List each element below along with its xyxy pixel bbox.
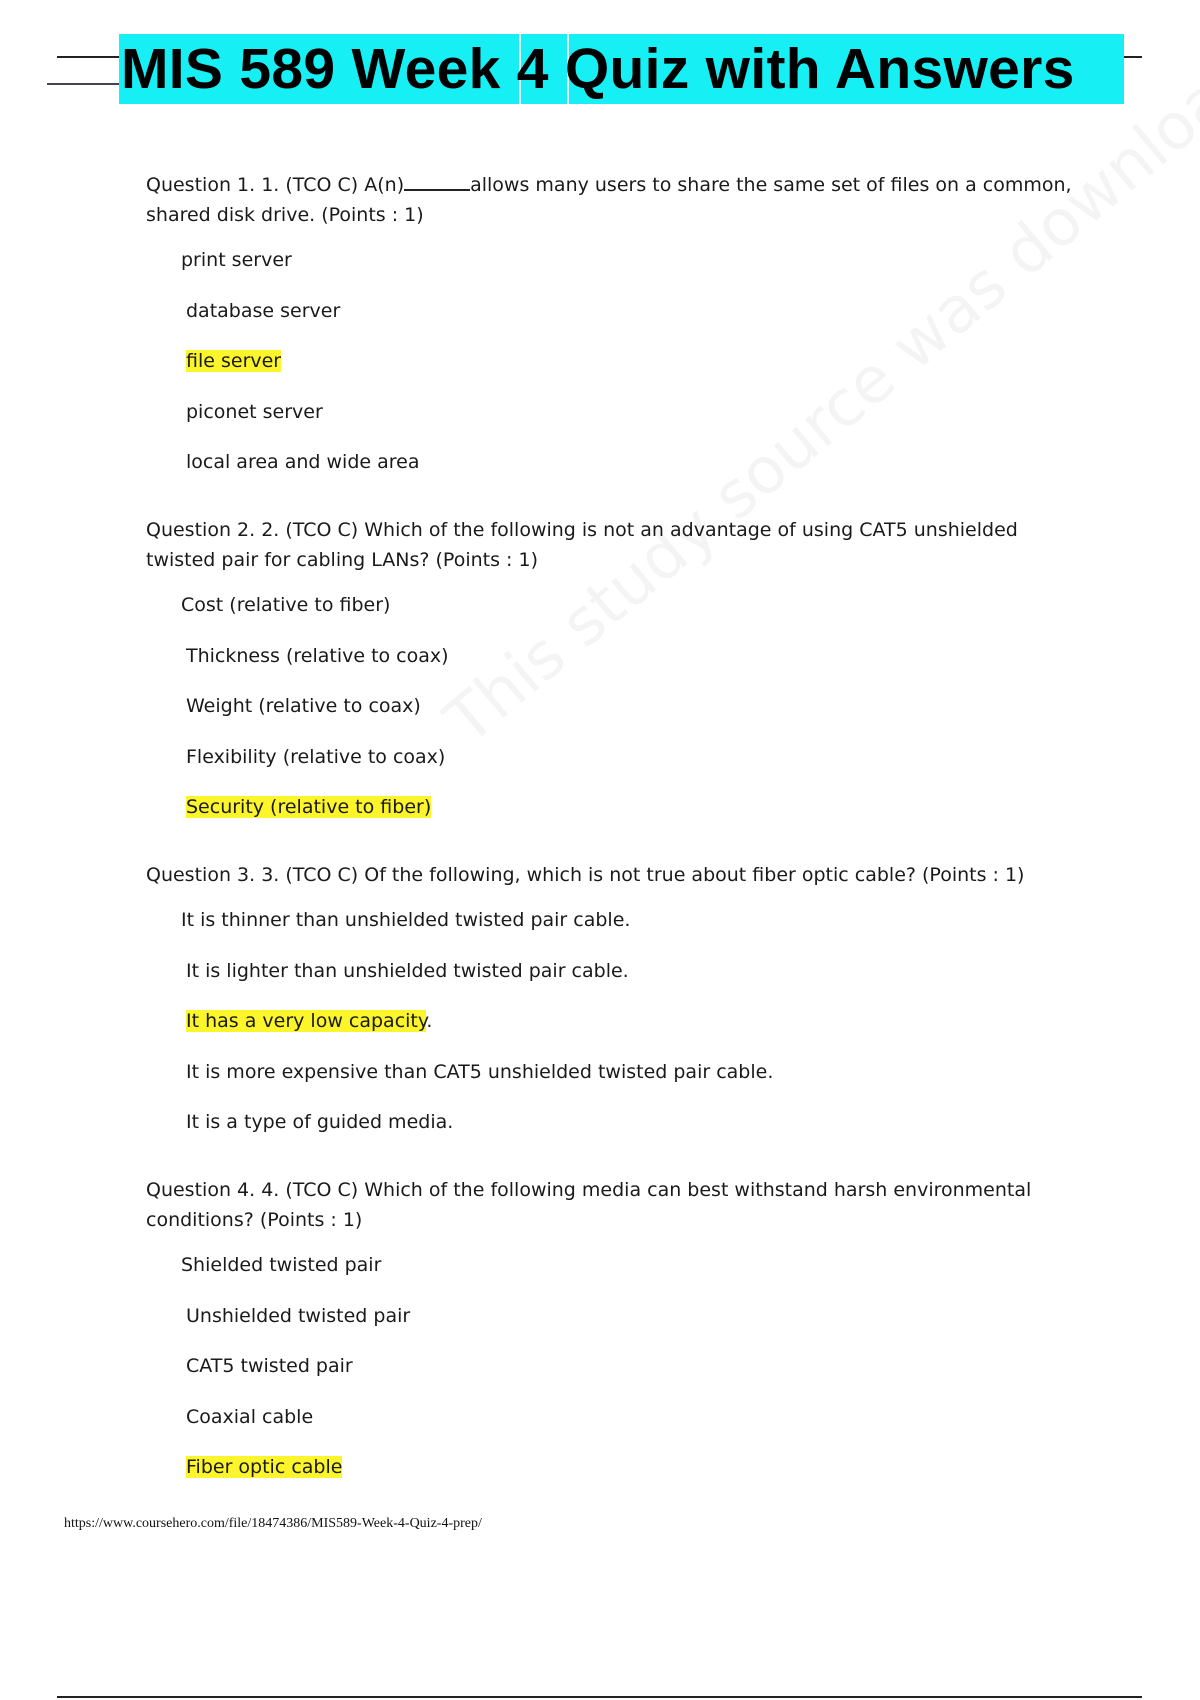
option [146,296,1086,347]
option [146,691,1086,742]
option [146,1351,1086,1402]
option [146,905,1086,956]
option [146,447,1086,498]
title-rule-left-bottom [47,83,119,85]
option-label: It is thinner than unshielded twisted pair cable. [181,908,631,931]
option-label: It is more expensive than CAT5 unshielded twisted pair cable. [186,1060,774,1083]
question-3-options [146,905,1086,1158]
option [146,1301,1086,1352]
answer-blank [404,173,470,191]
option-label: Unshielded twisted pair [186,1304,411,1327]
option-label: Flexibility (relative to coax) [186,745,446,768]
option [146,956,1086,1007]
title-rule-left-top [57,56,119,58]
option [146,742,1086,793]
option [146,590,1086,641]
option [146,641,1086,692]
question-2: Question 2. 2. (TCO C) Which of the following is not an advantage of using CAT5 unshielded twisted pair for cabling LANs? (Points : 1) [146,518,1018,571]
bottom-rule [57,1696,1142,1698]
option [146,245,1086,296]
question-1-text-before-blank: Question 1. 1. (TCO C) A(n) [146,174,405,196]
option-label: local area and wide area [186,451,420,474]
question-3: Question 3. 3. (TCO C) Of the following, which is not true about fiber optic cable? (Points : 1) [146,863,1025,886]
correct-option [146,1006,1086,1057]
source-url[interactable]: https://www.coursehero.com/file/18474386/MIS589-Week-4-Quiz-4-prep/ [64,1516,482,1531]
correct-answer-highlight: file server [186,350,282,373]
option-label: CAT5 twisted pair [186,1355,353,1378]
option-label: Cost (relative to fiber) [181,593,391,616]
option-label: piconet server [186,400,323,423]
option-label: Coaxial cable [186,1405,314,1428]
document-title: MIS 589 Week 4 Quiz with Answers [121,37,1075,101]
option-label: It is lighter than unshielded twisted pair cable. [186,959,629,982]
correct-answer-highlight: Fiber optic cable [186,1456,343,1479]
question-4: Question 4. 4. (TCO C) Which of the following media can best withstand harsh environmental conditions? (Points : 1) [146,1178,1032,1231]
option-label: Weight (relative to coax) [186,695,421,718]
option-label: Shielded twisted pair [181,1253,382,1276]
question-4-options [146,1250,1086,1503]
option [146,1107,1086,1158]
correct-option [146,792,1086,843]
option-label: It is a type of guided media. [186,1111,454,1134]
option [146,1057,1086,1108]
question-2-options [146,590,1086,843]
correct-option [146,1452,1086,1503]
correct-option [146,346,1086,397]
title-rule-right [1124,56,1142,58]
correct-answer-highlight: Security (relative to fiber) [186,796,432,819]
option [146,1402,1086,1453]
question-1-text-after-blank: allows many users to share the same set of files on a common, shared disk drive. (Points : 1) [146,174,1072,226]
quiz-content [146,170,1086,1520]
option [146,1250,1086,1301]
option [146,397,1086,448]
option-suffix: . [426,1010,433,1033]
correct-answer-highlight: It has a very low capacity [186,1010,427,1033]
question-1-options [146,245,1086,498]
option-label: Thickness (relative to coax) [186,644,449,667]
option-label: database server [186,299,341,322]
option-label: print server [181,249,292,271]
question-1 [146,170,1086,230]
